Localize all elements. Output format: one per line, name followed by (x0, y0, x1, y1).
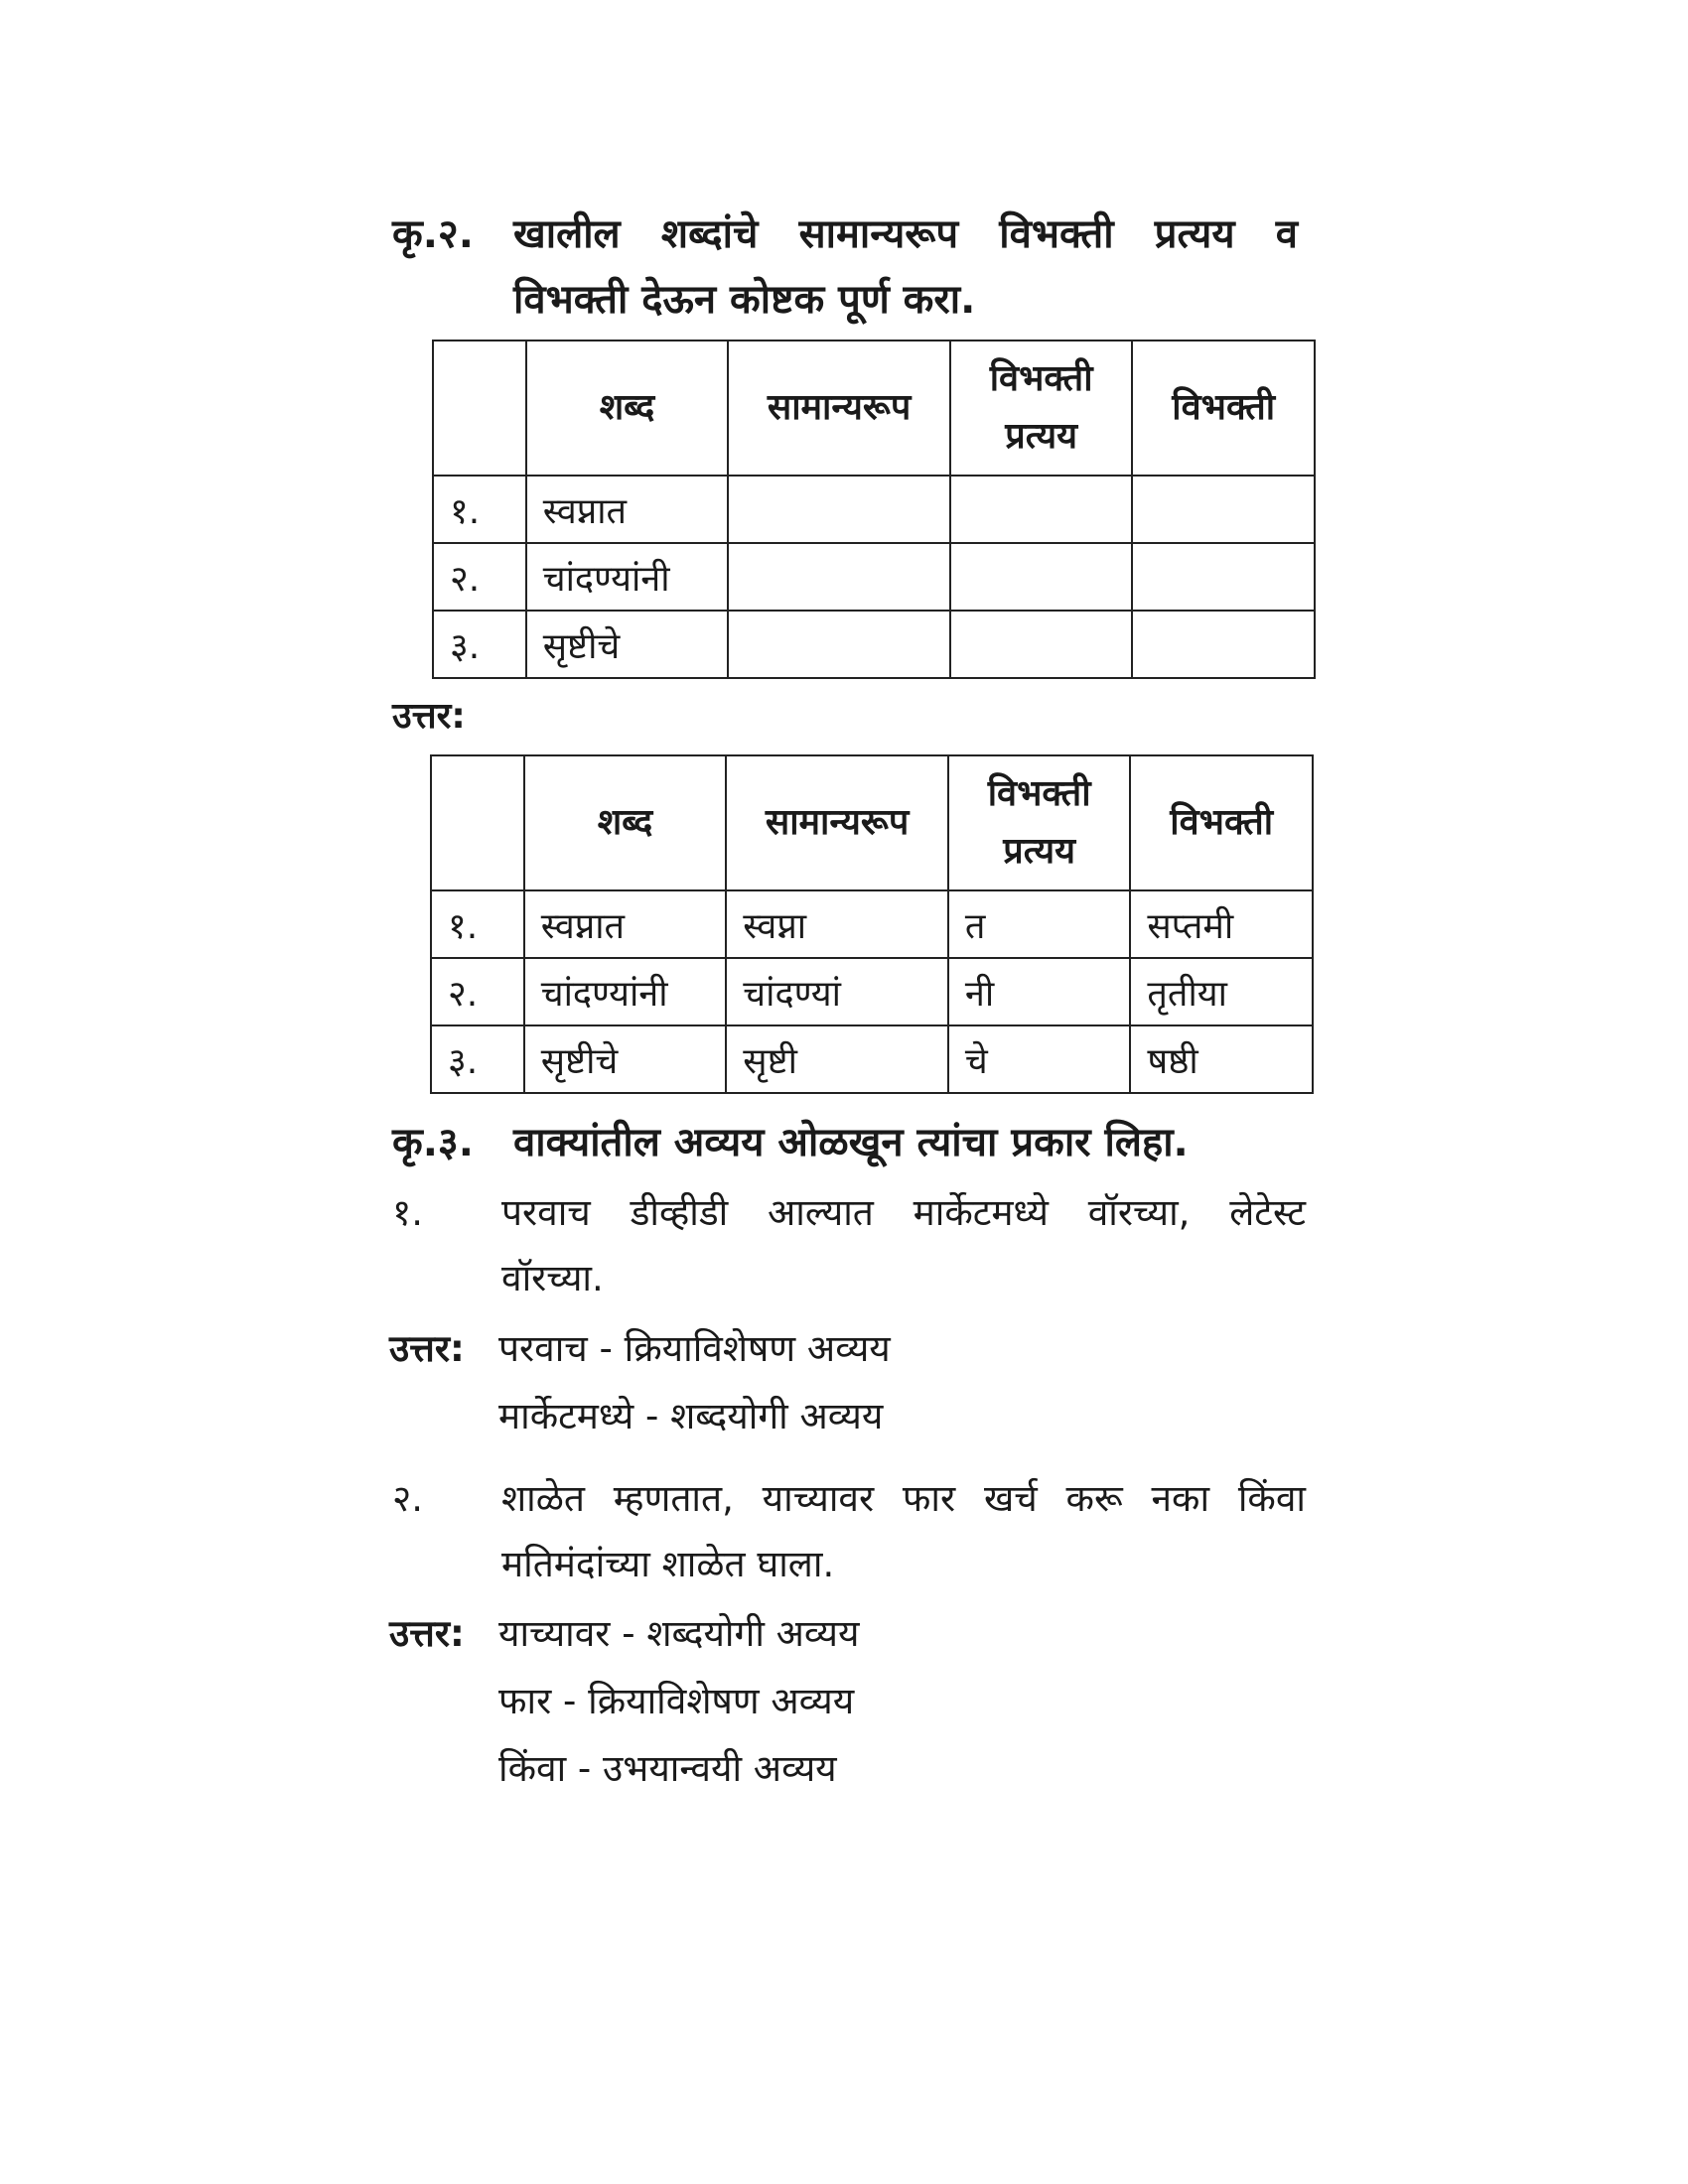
header-serial (431, 755, 524, 890)
row-word: चांदण्यांनी (526, 543, 729, 611)
table-header-row (433, 341, 1315, 476)
q3-item-2 (392, 1467, 1316, 1598)
row-number: १. (433, 476, 526, 543)
answer-line: याच्यावर - शब्दयोगी अव्यय (498, 1612, 860, 1655)
q2-blank-table (432, 340, 1316, 679)
q2-answer-label: उत्तर: (392, 696, 466, 737)
row-number: २. (431, 958, 524, 1025)
answer-label: उत्तर: (389, 1612, 465, 1655)
row-vibhakti: सप्तमी (1130, 890, 1313, 958)
blank-cell (950, 543, 1133, 611)
row-word: स्वप्नात (524, 890, 727, 958)
table-row (431, 890, 1313, 958)
header-word: शब्द (524, 755, 727, 890)
answer-line: परवाच - क्रियाविशेषण अव्यय (498, 1327, 891, 1370)
answer-line: मार्केटमध्ये - शब्दयोगी अव्यय (498, 1395, 884, 1437)
q3-item-1-answer (389, 1315, 1313, 1454)
table-row (431, 958, 1313, 1025)
blank-cell (728, 611, 950, 678)
row-word: चांदण्यांनी (524, 958, 727, 1025)
q2-heading (392, 204, 1326, 333)
row-samanyarup: सृष्टी (726, 1025, 948, 1093)
q2-instruction-line1: खालील शब्दांचे सामान्यरूप विभक्ती प्रत्यय व (513, 211, 1298, 257)
row-vibhakti: षष्ठी (1130, 1025, 1313, 1093)
q3-item-2-answer (389, 1600, 1313, 1809)
header-serial (433, 341, 526, 476)
q3-item-1 (392, 1181, 1316, 1312)
q3-number: कृ.३. (392, 1120, 474, 1165)
row-pratyay: चे (948, 1025, 1131, 1093)
row-vibhakti: तृतीया (1130, 958, 1313, 1025)
row-number: २. (433, 543, 526, 611)
q3-heading (392, 1112, 1326, 1173)
row-pratyay: त (948, 890, 1131, 958)
table-row (433, 543, 1315, 611)
header-pratyay: विभक्ती प्रत्यय (948, 755, 1131, 890)
item-text-line2: मतिमंदांच्या शाळेत घाला. (501, 1543, 835, 1585)
answer-line: किंवा - उभयान्वयी अव्यय (498, 1747, 837, 1790)
header-vibhakti: विभक्ती (1132, 341, 1315, 476)
header-vibhakti: विभक्ती (1130, 755, 1313, 890)
answer-label: उत्तर: (389, 1327, 465, 1370)
row-word: स्वप्नात (526, 476, 729, 543)
table-row (431, 1025, 1313, 1093)
q2-instruction-line2: विभक्ती देऊन कोष्टक पूर्ण करा. (513, 277, 976, 323)
row-word: सृष्टीचे (526, 611, 729, 678)
table-header-row (431, 755, 1313, 890)
item-number: १. (392, 1191, 424, 1234)
item-text-line1: शाळेत म्हणतात, याच्यावर फार खर्च करू नका किंवा (501, 1477, 1306, 1520)
blank-cell (728, 543, 950, 611)
header-word: शब्द (526, 341, 729, 476)
table-row (433, 476, 1315, 543)
item-text-line2: वॉरच्या. (501, 1257, 604, 1299)
answer-line: फार - क्रियाविशेषण अव्यय (498, 1680, 855, 1722)
q3-title: वाक्यांतील अव्यय ओळखून त्यांचा प्रकार लिहा. (513, 1120, 1189, 1165)
table-row (433, 611, 1315, 678)
blank-cell (728, 476, 950, 543)
item-number: २. (392, 1477, 424, 1520)
header-samanyarup: सामान्यरूप (726, 755, 948, 890)
header-pratyay: विभक्ती प्रत्यय (950, 341, 1133, 476)
row-number: ३. (433, 611, 526, 678)
blank-cell (1132, 476, 1315, 543)
blank-cell (950, 476, 1133, 543)
answer-lines (498, 1315, 891, 1450)
row-number: १. (431, 890, 524, 958)
header-samanyarup: सामान्यरूप (728, 341, 950, 476)
row-word: सृष्टीचे (524, 1025, 727, 1093)
q2-answer-table (430, 754, 1314, 1094)
blank-cell (1132, 611, 1315, 678)
row-samanyarup: स्वप्ना (726, 890, 948, 958)
answer-lines (498, 1600, 860, 1803)
blank-cell (1132, 543, 1315, 611)
row-samanyarup: चांदण्यां (726, 958, 948, 1025)
row-number: ३. (431, 1025, 524, 1093)
q2-number: कृ.२. (392, 211, 474, 257)
row-pratyay: नी (948, 958, 1131, 1025)
blank-cell (950, 611, 1133, 678)
item-text-line1: परवाच डीव्हीडी आल्यात मार्केटमध्ये वॉरच्या, लेटेस्ट (501, 1191, 1306, 1234)
